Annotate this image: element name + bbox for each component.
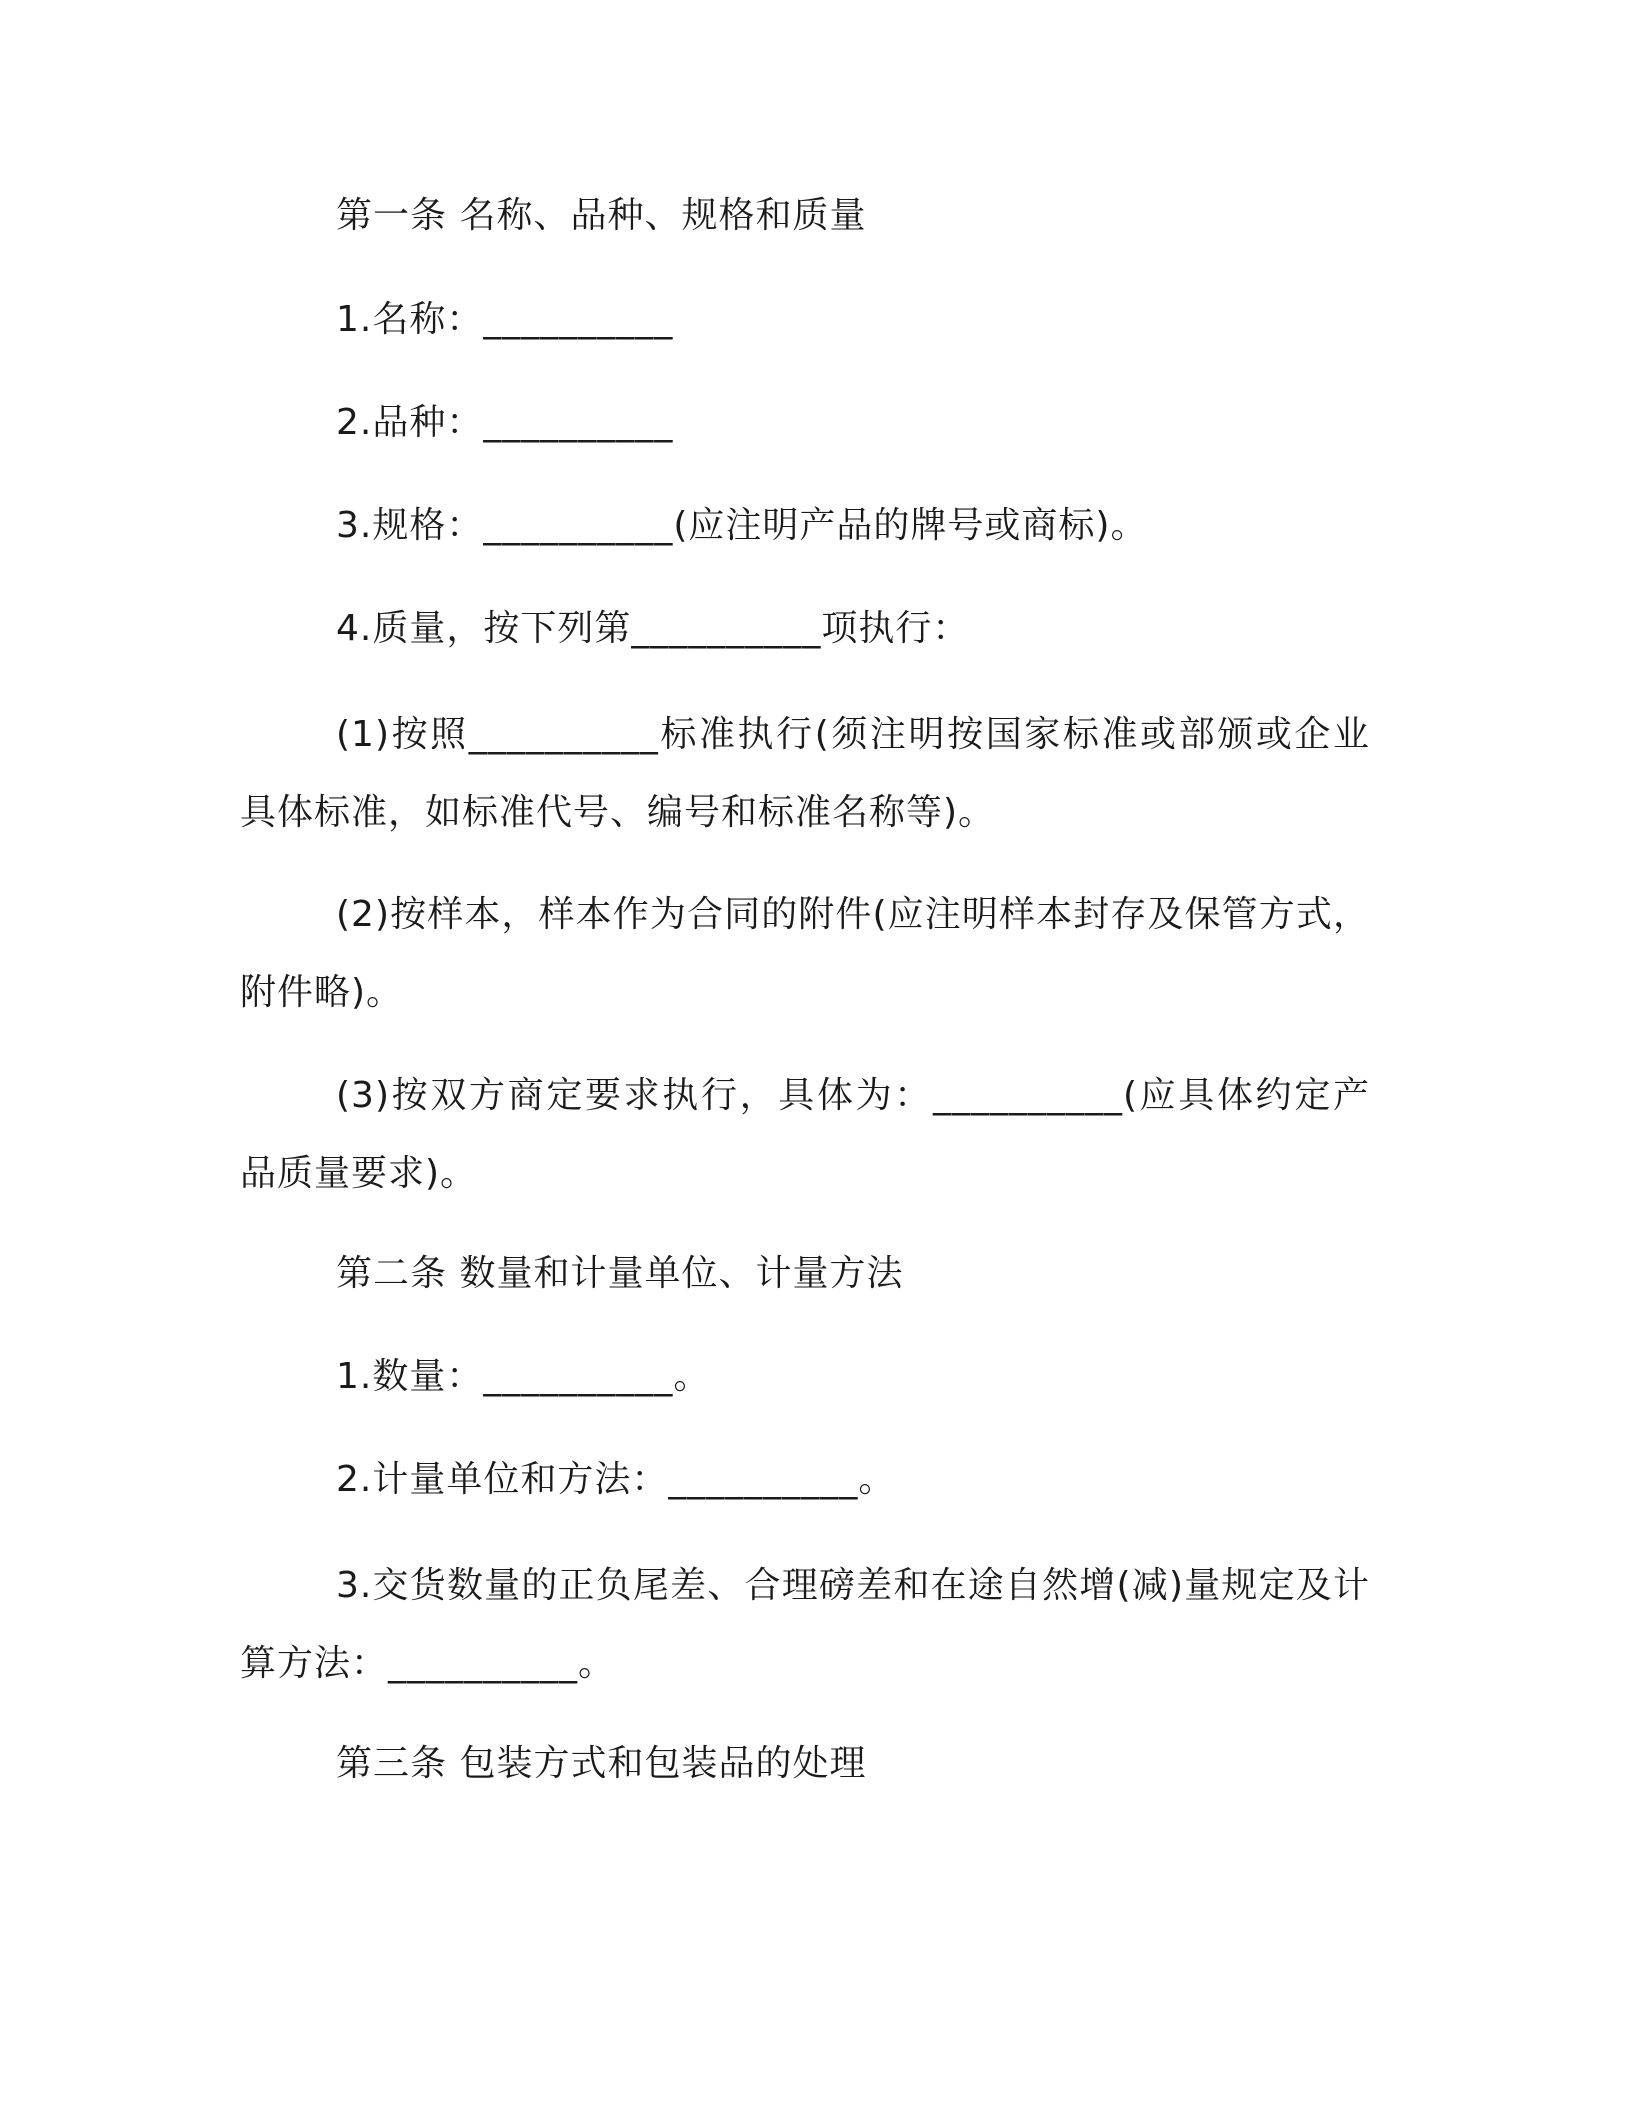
article-2-item-unit-method: 2.计量单位和方法：__________。 [336, 1459, 896, 1500]
article-1-item-variety: 2.品种：__________ [336, 402, 674, 443]
article-2-item-quantity: 1.数量：__________。 [336, 1356, 711, 1397]
article-1-heading: 第一条 名称、品种、规格和质量 [336, 195, 867, 236]
article-1-quality-option-2: (2)按样本，样本作为合同的附件(应注明样本封存及保管方式，附件略)。 [240, 894, 1370, 1013]
article-1-item-name: 1.名称：__________ [336, 299, 674, 340]
article-1-item-spec: 3.规格：__________(应注明产品的牌号或商标)。 [336, 505, 1148, 546]
article-2-heading: 第二条 数量和计量单位、计量方法 [336, 1253, 904, 1294]
article-1-item-quality: 4.质量，按下列第__________项执行： [336, 608, 970, 649]
article-2-item-tolerance: 3.交货数量的正负尾差、合理磅差和在途自然增(减)量规定及计算方法：__________。 [240, 1565, 1370, 1684]
article-1-quality-option-3: (3)按双方商定要求执行，具体为：__________(应具体约定产品质量要求)。 [240, 1075, 1370, 1194]
article-3-heading: 第三条 包装方式和包装品的处理 [336, 1743, 867, 1784]
article-1-quality-option-1: (1)按照__________标准执行(须注明按国家标准或部颁或企业具体标准，如标准代号、编号和标准名称等)。 [240, 714, 1370, 833]
